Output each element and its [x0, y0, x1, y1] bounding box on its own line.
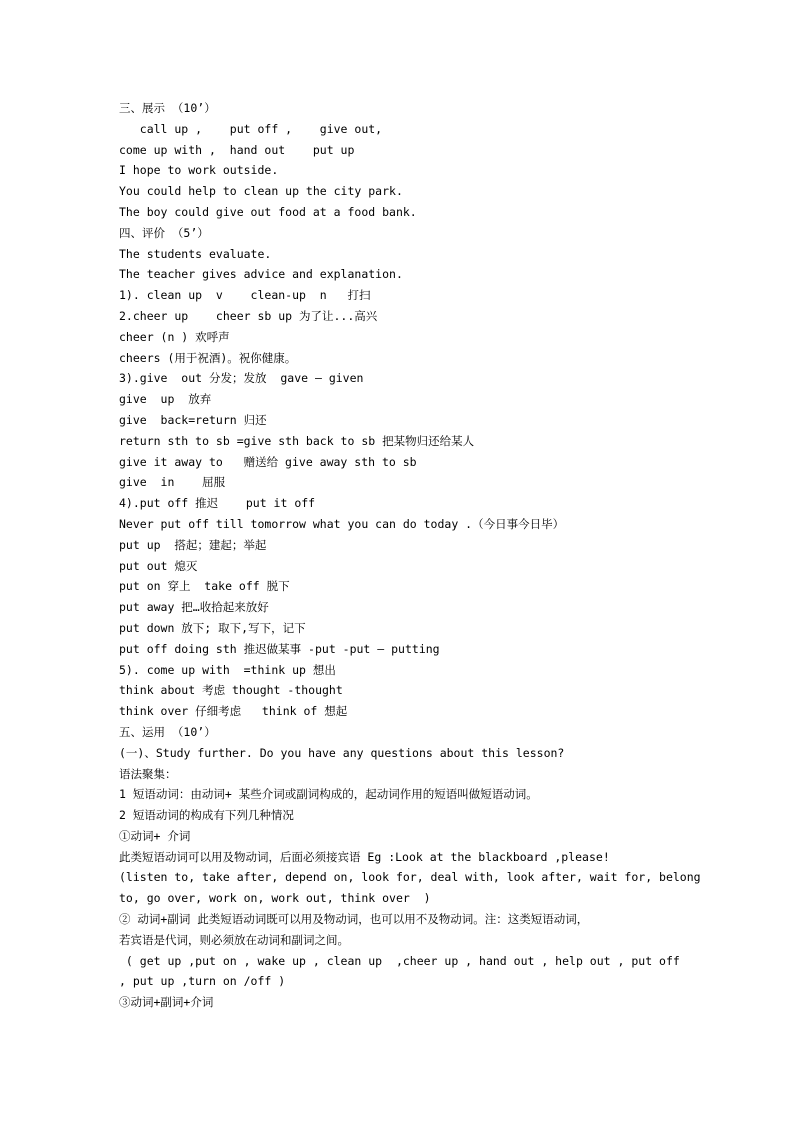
text-line: 若宾语是代词，则必须放在动词和副词之间。: [119, 932, 349, 947]
text-line: 4).put off 推迟 put it off: [119, 496, 316, 511]
text-line: cheer (n ) 欢呼声: [119, 329, 230, 344]
text-line: ② 动词+副词 此类短语动词既可以用及物动词，也可以用不及物动词。注：这类短语动词，: [119, 912, 589, 927]
text-line: 2 短语动词的构成有下列几种情况: [119, 808, 294, 823]
text-line: come up with , hand out put up: [119, 142, 355, 157]
text-line: 1). clean up v clean-up n 打扫: [119, 288, 371, 303]
text-line: 四、评价 （5’）: [119, 225, 209, 240]
text-line: 3).give out 分发；发放 gave – given: [119, 371, 364, 386]
text-line: ( get up ,put on , wake up , clean up ,cheer up , hand out , help out , put off: [119, 953, 680, 968]
text-line: put out 熄灭: [119, 558, 198, 573]
text-line: put on 穿上 take off 脱下: [119, 579, 290, 594]
text-line: give up 放弃: [119, 392, 212, 407]
text-line: think about 考虑 thought -thought: [119, 683, 343, 698]
text-line: 三、展示 （10’）: [119, 101, 216, 115]
text-line: call up , put off , give out,: [119, 121, 383, 136]
text-line: The teacher gives advice and explanation.: [119, 267, 403, 282]
text-line: 5). come up with =think up 想出: [119, 662, 336, 677]
text-line: , put up ,turn on /off ): [119, 974, 286, 989]
text-line: ③动词+副词+介词: [119, 995, 214, 1010]
text-line: You could help to clean up the city park.: [119, 184, 403, 199]
document-page: [119, 98, 719, 1013]
text-line: (一)、Study further. Do you have any questions about this lesson?: [119, 745, 565, 760]
text-line: 1 短语动词：由动词+ 某些介词或副词构成的，起动词作用的短语叫做短语动词。: [119, 787, 538, 802]
text-line: The boy could give out food at a food bank.: [119, 204, 417, 219]
text-line: The students evaluate.: [119, 246, 272, 261]
text-line: 2.cheer up cheer sb up 为了让...高兴: [119, 308, 378, 323]
text-line: 五、运用 （10’）: [119, 724, 216, 739]
text-line: 此类短语动词可以用及物动词，后面必须接宾语 Eg :Look at the blackboard ,please!: [119, 849, 610, 864]
text-line: cheers (用于祝酒)。祝你健康。: [119, 350, 297, 365]
text-line: I hope to work outside.: [119, 163, 279, 178]
text-line: give it away to 赠送给 give away sth to sb: [119, 454, 417, 469]
text-line: ①动词+ 介词: [119, 828, 191, 843]
text-line: think over 仔细考虑 think of 想起: [119, 704, 348, 719]
text-line: to, go over, work on, work out, think over ): [119, 891, 431, 906]
text-line: Never put off till tomorrow what you can do today .（今日事今日毕）: [119, 516, 565, 531]
text-line: give back=return 归还: [119, 412, 267, 427]
text-line: give in 屈服: [119, 475, 226, 490]
text-line: 语法聚集：: [119, 766, 177, 781]
text-line: put away 把…收拾起来放好: [119, 600, 269, 615]
text-line: put down 放下; 取下,写下，记下: [119, 620, 306, 635]
text-line: put up 搭起；建起；举起: [119, 537, 267, 552]
text-line: return sth to sb =give sth back to sb 把某物归还给某人: [119, 433, 475, 448]
text-line: put off doing sth 推迟做某事 -put -put – putting: [119, 641, 440, 656]
text-line: (listen to, take after, depend on, look for, deal with, look after, wait for, belong: [119, 870, 701, 885]
